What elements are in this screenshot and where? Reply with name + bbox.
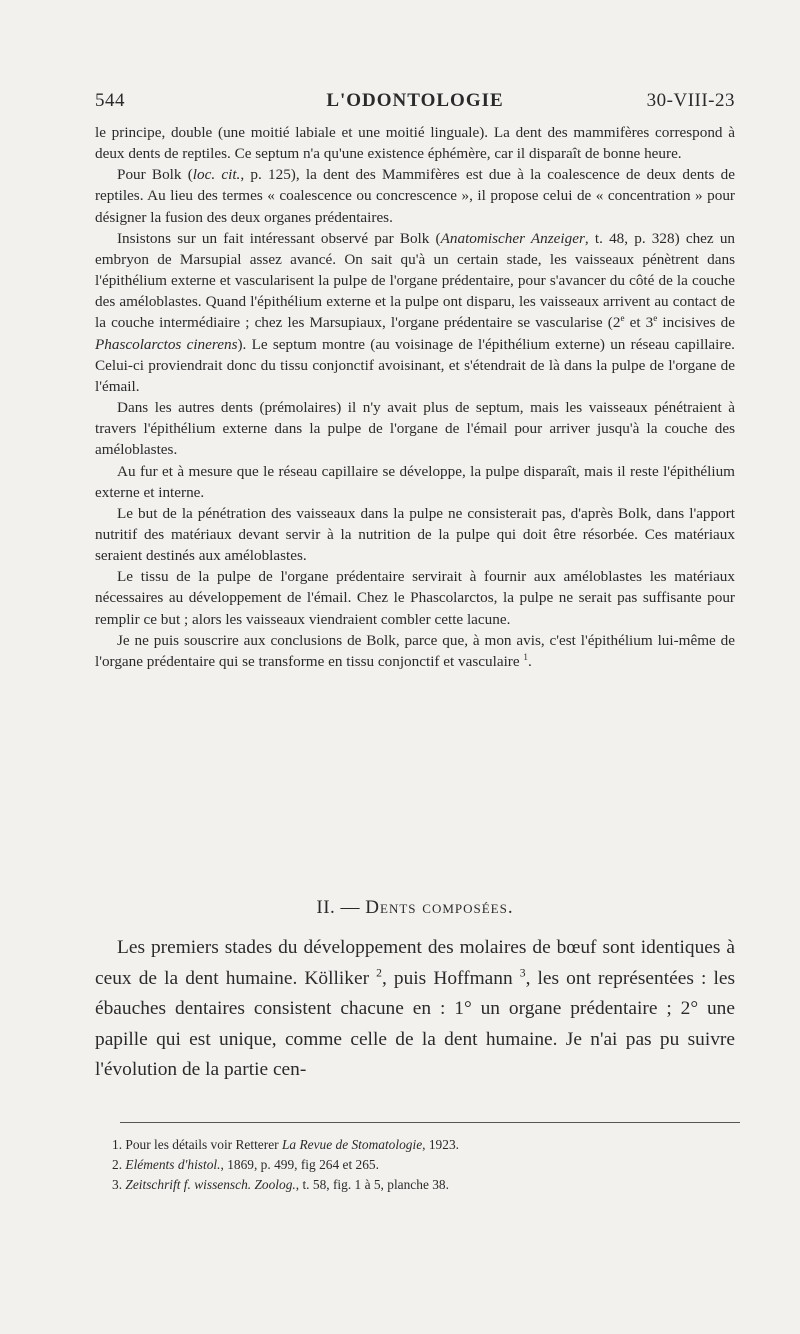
paragraph bbox=[95, 228, 735, 397]
footnote-marker: 3 bbox=[519, 966, 526, 980]
text-run: Le but de la pénétration des vaisseaux dans la pulpe ne consisterait pas, d'après Bolk, dans l'apport nutritif des matériaux devant servir à la nutrition de la pulpe qui doit être résorbée. Ces matériaux seraient destinés aux améloblastes. bbox=[95, 504, 735, 565]
footnote-marker: e bbox=[620, 313, 625, 324]
issue-date: 30-VIII-23 bbox=[646, 90, 735, 111]
page-number: 544 bbox=[95, 90, 125, 111]
journal-title: L'ODONTOLOGIE bbox=[326, 90, 504, 111]
paragraph bbox=[95, 566, 735, 629]
paragraph bbox=[95, 503, 735, 566]
paragraph bbox=[95, 461, 735, 503]
italic-text: Phascolarctos cinerens bbox=[95, 335, 238, 353]
text-run: , puis Hoffmann bbox=[381, 967, 520, 989]
footnote bbox=[112, 1155, 732, 1175]
italic-text: Zeitschrift f. wissensch. Zoolog. bbox=[125, 1177, 296, 1192]
text-run: Le tissu de la pulpe de l'organe prédentaire servirait à fournir aux améloblastes les matériaux nécessaires au développement de l'émail. Chez le Phascolarctos, la pulpe ne serait pas suffisante pour remplir ce but ; alors les vaisseaux viendraient combler cette lacune. bbox=[95, 568, 735, 628]
text-run: 3. bbox=[112, 1177, 126, 1192]
italic-text: Eléments d'histol. bbox=[125, 1157, 221, 1172]
text-run: , les ont représentées : les ébauches dentaires consistent chacune en : 1° un organe prédentaire ; 2° une papille qui est unique, comme celle de la dent humaine. Je n'ai pas pu suivre l'évolution de la partie cen- bbox=[95, 967, 736, 1081]
text-run: ). Le septum montre (au voisinage de l'épithélium externe) un réseau capillaire. Celui-ci proviendrait donc du tissu conjonctif avoisinant, et s'étendrait de là dans la pulpe de l'organe de l'émail. bbox=[95, 335, 735, 395]
footnote-marker: 1 bbox=[523, 651, 528, 662]
text-run: Insistons sur un fait intéressant observé par Bolk ( bbox=[117, 229, 441, 247]
running-header bbox=[95, 90, 735, 118]
italic-text: La Revue de Stomatologie bbox=[281, 1137, 423, 1152]
text-run: , p. 125), la dent des Mammifères est due à la coalescence de deux dents de reptiles. Au lieu des termes « coalescence ou concrescence », il propose celui de « concentration » pour désigner la fusion des deux organes prédentaires. bbox=[95, 166, 736, 226]
text-run: Les premiers stades du développement des molaires de bœuf sont identiques à ceux de la dent humaine. Kölliker bbox=[95, 937, 735, 989]
text-run: et 3 bbox=[624, 314, 654, 332]
footnote-marker: e bbox=[653, 313, 658, 324]
italic-text: loc. cit. bbox=[192, 166, 241, 184]
footnote-rule bbox=[120, 1122, 740, 1123]
text-run: Pour Bolk ( bbox=[117, 166, 193, 184]
footnote bbox=[112, 1175, 732, 1195]
text-run: , 1923. bbox=[422, 1137, 459, 1152]
text-run: Je ne puis souscrire aux conclusions de Bolk, parce que, à mon avis, c'est l'épithélium lui-même de l'organe prédentaire qui se transforme en tissu conjonctif et vasculaire bbox=[95, 631, 735, 670]
section-title-text: Dents composées. bbox=[365, 897, 514, 918]
text-run: le principe, double (une moitié labiale et une moitié linguale). La dent des mammifères correspond à deux dents de reptiles. Ce septum n'a qu'une existence éphémère, car il disparaît de bonne heure. bbox=[95, 124, 735, 163]
text-run: , t. 48, p. 328) chez un embryon de Marsupial assez avancé. On sait qu'à un certain stade, les vaisseaux pénètrent dans l'épithélium externe et vascularisent la pulpe de l'organe prédentaire, pour s'avancer du côté de la couche des améloblastes. Quand l'épithélium externe et la pulpe ont disparu, les vaisseaux arrivent au contact de la couche intermédiaire ; chez les Marsupiaux, l'organe prédentaire se vascularise (2 bbox=[95, 229, 736, 332]
paragraph bbox=[95, 630, 735, 672]
text-run: 1. Pour les détails voir Retterer bbox=[112, 1137, 282, 1152]
paragraph bbox=[95, 397, 735, 460]
text-run: , t. 58, fig. 1 à 5, planche 38. bbox=[295, 1177, 449, 1192]
italic-text: Anatomischer Anzeiger bbox=[440, 229, 585, 247]
body-text bbox=[95, 122, 735, 672]
text-run: Au fur et à mesure que le réseau capillaire se développe, la pulpe disparaît, mais il reste l'épithélium externe et interne. bbox=[95, 462, 735, 501]
text-run: 2. bbox=[112, 1157, 126, 1172]
section-heading bbox=[95, 897, 735, 919]
text-run: . bbox=[527, 652, 532, 670]
paragraph bbox=[95, 933, 735, 1086]
body-text-large bbox=[95, 933, 735, 1086]
footnote-marker: 2 bbox=[376, 966, 382, 980]
footnotes bbox=[112, 1135, 732, 1195]
footnote bbox=[112, 1135, 732, 1155]
paragraph bbox=[95, 164, 735, 227]
text-run: , 1869, p. 499, fig 264 et 265. bbox=[220, 1157, 379, 1172]
paragraph bbox=[95, 122, 735, 164]
text-run: incisives de bbox=[657, 314, 736, 332]
text-run: Dans les autres dents (prémolaires) il n'y avait plus de septum, mais les vaisseaux pénétraient à travers l'épithélium externe dans la pulpe de l'organe de l'émail pour arriver jusqu'à la couche des améloblastes. bbox=[95, 399, 735, 459]
section-numeral: II. — bbox=[316, 897, 366, 918]
